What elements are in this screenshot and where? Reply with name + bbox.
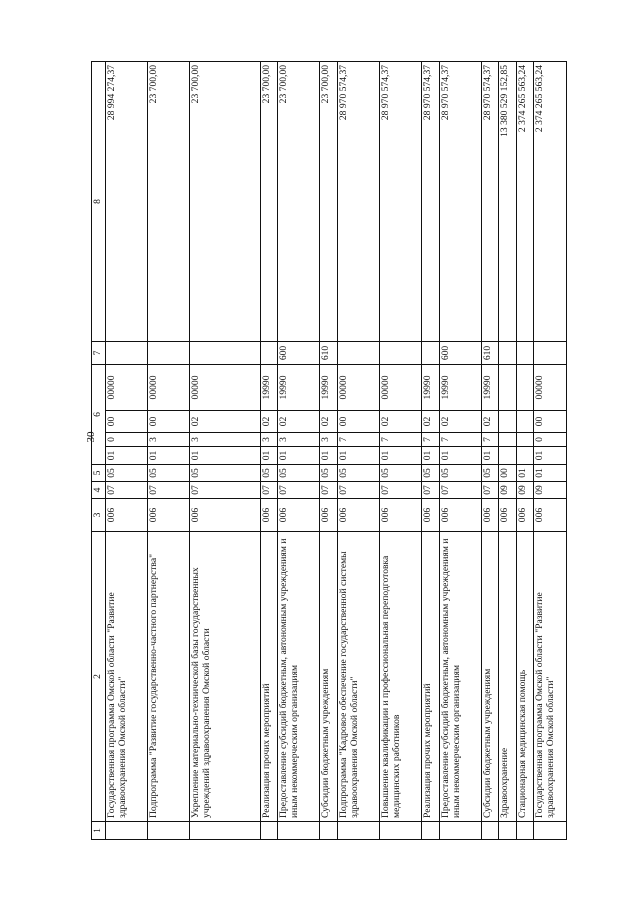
cell-c8: 23 700,00 [260, 61, 278, 341]
cell-c5: 05 [421, 465, 439, 482]
cell-p1: 01 [260, 447, 278, 465]
cell-p3: 00 [106, 411, 148, 433]
cell-c8: 28 970 574,37 [481, 61, 499, 341]
cell-p4: 00000 [106, 364, 148, 410]
cell-c3: 006 [320, 499, 338, 532]
cell-index [481, 822, 499, 840]
table-row [421, 61, 439, 839]
cell-p4: 19990 [439, 364, 481, 410]
cell-p2: 7 [337, 433, 379, 447]
cell-p1 [516, 447, 534, 465]
cell-c4: 07 [337, 482, 379, 499]
cell-p3: 00 [534, 411, 567, 433]
cell-c8: 28 970 574,37 [379, 61, 421, 341]
cell-c5: 05 [439, 465, 481, 482]
cell-c7: 610 [320, 341, 338, 364]
cell-p4: 19990 [481, 364, 499, 410]
cell-p4: 19990 [320, 364, 338, 410]
cell-p3: 02 [278, 411, 320, 433]
cell-c7 [148, 341, 190, 364]
cell-p1: 01 [278, 447, 320, 465]
table-row [439, 61, 481, 839]
cell-c5: 05 [278, 465, 320, 482]
cell-c4: 07 [190, 482, 261, 499]
cell-p2 [499, 433, 517, 447]
cell-c8: 23 700,00 [278, 61, 320, 341]
cell-c3: 006 [278, 499, 320, 532]
cell-name: Здравоохранение [499, 532, 517, 822]
cell-c7 [106, 341, 148, 364]
cell-p2: 7 [481, 433, 499, 447]
cell-c7 [516, 341, 534, 364]
cell-index [337, 822, 379, 840]
table-row [337, 61, 379, 839]
cell-index [379, 822, 421, 840]
cell-p1: 01 [481, 447, 499, 465]
cell-c8: 28 970 574,37 [439, 61, 481, 341]
cell-p2: 3 [278, 433, 320, 447]
cell-c4: 07 [481, 482, 499, 499]
cell-index [148, 822, 190, 840]
cell-c3: 006 [499, 499, 517, 532]
cell-index [439, 822, 481, 840]
cell-c4: 07 [421, 482, 439, 499]
cell-p1: 01 [190, 447, 261, 465]
cell-c4: 09 [499, 482, 517, 499]
cell-p4: 00000 [148, 364, 190, 410]
table-row [106, 61, 148, 839]
cell-c8: 2 374 265 563,24 [534, 61, 567, 341]
table-row [516, 61, 534, 839]
cell-p1: 01 [337, 447, 379, 465]
cell-c4: 07 [439, 482, 481, 499]
cell-c5: 01 [516, 465, 534, 482]
cell-p2: 3 [320, 433, 338, 447]
cell-name: Реализация прочих мероприятий [260, 532, 278, 822]
cell-p1: 01 [320, 447, 338, 465]
table-row [481, 61, 499, 839]
cell-p3: 02 [439, 411, 481, 433]
cell-name: Государственная программа Омской области "Развитие здравоохранения Омской области" [106, 532, 148, 822]
cell-index [534, 822, 567, 840]
cell-c7 [421, 341, 439, 364]
cell-p4: 00000 [379, 364, 421, 410]
table-row [499, 61, 517, 839]
header-col-2: 2 [92, 532, 106, 822]
cell-c8: 13 380 529 152,85 [499, 61, 517, 341]
cell-c3: 006 [481, 499, 499, 532]
table-row [260, 61, 278, 839]
cell-p3 [499, 411, 517, 433]
cell-p2: 7 [379, 433, 421, 447]
header-col-8: 8 [92, 61, 106, 341]
cell-c7 [260, 341, 278, 364]
cell-c5: 05 [379, 465, 421, 482]
cell-p1: 01 [439, 447, 481, 465]
cell-p2: 3 [260, 433, 278, 447]
cell-c7 [337, 341, 379, 364]
cell-name: Стационарная медицинская помощь [516, 532, 534, 822]
header-col-3: 3 [92, 499, 106, 532]
cell-index [190, 822, 261, 840]
cell-name: Повышение квалификации и профессиональная переподготовка медицинских работников [379, 532, 421, 822]
cell-p2: 3 [148, 433, 190, 447]
header-col-7: 7 [92, 341, 106, 364]
cell-c5: 05 [320, 465, 338, 482]
cell-c8: 23 700,00 [148, 61, 190, 341]
cell-index [260, 822, 278, 840]
cell-c3: 006 [421, 499, 439, 532]
cell-c5: 05 [148, 465, 190, 482]
cell-p1: 01 [148, 447, 190, 465]
cell-c3: 006 [260, 499, 278, 532]
cell-c4: 07 [278, 482, 320, 499]
cell-name: Подпрограмма "Развитие государственно-частного партнерства" [148, 532, 190, 822]
cell-c4: 07 [260, 482, 278, 499]
cell-p4: 19990 [421, 364, 439, 410]
cell-p3: 02 [320, 411, 338, 433]
cell-p3: 00 [148, 411, 190, 433]
cell-p1: 01 [106, 447, 148, 465]
cell-name: Предоставление субсидий бюджетным, автономным учреждениям и иным некоммерческим организациям [439, 532, 481, 822]
cell-c5: 05 [481, 465, 499, 482]
page-number: 30 [85, 431, 97, 443]
cell-c7: 610 [481, 341, 499, 364]
cell-c5: 05 [337, 465, 379, 482]
cell-p2: 0 [106, 433, 148, 447]
cell-c4: 07 [148, 482, 190, 499]
cell-p1: 01 [534, 447, 567, 465]
cell-p4: 00000 [337, 364, 379, 410]
table-row [148, 61, 190, 839]
cell-c8: 28 970 574,37 [337, 61, 379, 341]
cell-p3: 02 [190, 411, 261, 433]
cell-p4: 19990 [260, 364, 278, 410]
cell-c7 [534, 341, 567, 364]
header-col-6: 6 [92, 364, 106, 464]
cell-c4: 07 [106, 482, 148, 499]
cell-p3: 02 [379, 411, 421, 433]
cell-p4: 00000 [190, 364, 261, 410]
table-row [534, 61, 567, 839]
cell-p2: 7 [439, 433, 481, 447]
cell-c8: 28 970 574,37 [421, 61, 439, 341]
cell-c7 [499, 341, 517, 364]
cell-p3: 02 [260, 411, 278, 433]
table-row [320, 61, 338, 839]
table-row [278, 61, 320, 839]
cell-index [320, 822, 338, 840]
cell-index [499, 822, 517, 840]
cell-c8: 23 700,00 [320, 61, 338, 341]
cell-p1 [499, 447, 517, 465]
table-row [379, 61, 421, 839]
cell-c4: 07 [379, 482, 421, 499]
cell-name: Государственная программа Омской области "Развитие здравоохранения Омской области" [534, 532, 567, 822]
cell-c8: 23 700,00 [190, 61, 261, 341]
table-body [106, 61, 567, 839]
cell-c3: 006 [106, 499, 148, 532]
cell-p3: 02 [481, 411, 499, 433]
cell-p4: 19990 [278, 364, 320, 410]
cell-name: Подпрограмма "Кадровое обеспечение государственной системы здравоохранения Омской области" [337, 532, 379, 822]
cell-p1: 01 [379, 447, 421, 465]
cell-c4: 09 [516, 482, 534, 499]
cell-c5: 05 [190, 465, 261, 482]
header-col-4: 4 [92, 482, 106, 499]
cell-c3: 006 [516, 499, 534, 532]
cell-p2: 7 [421, 433, 439, 447]
cell-c5: 00 [499, 465, 517, 482]
cell-c3: 006 [534, 499, 567, 532]
cell-index [106, 822, 148, 840]
cell-c5: 01 [534, 465, 567, 482]
cell-c3: 006 [337, 499, 379, 532]
cell-name: Предоставление субсидий бюджетным, автономным учреждениям и иным некоммерческим организациям [278, 532, 320, 822]
cell-name: Субсидии бюджетным учреждениям [481, 532, 499, 822]
cell-p1: 01 [421, 447, 439, 465]
cell-c7 [379, 341, 421, 364]
cell-p3: 00 [337, 411, 379, 433]
cell-p2: 0 [534, 433, 567, 447]
cell-index [516, 822, 534, 840]
cell-index [278, 822, 320, 840]
cell-index [421, 822, 439, 840]
cell-c5: 05 [106, 465, 148, 482]
cell-c8: 2 374 265 563,24 [516, 61, 534, 341]
cell-c4: 07 [320, 482, 338, 499]
table-row [190, 61, 261, 839]
table-header-row [92, 61, 106, 839]
cell-name: Укрепление материально-технической базы государственных учреждений здравоохранения Омской области [190, 532, 261, 822]
cell-p4 [516, 364, 534, 410]
cell-name: Реализация прочих мероприятий [421, 532, 439, 822]
cell-c3: 006 [190, 499, 261, 532]
cell-c5: 05 [260, 465, 278, 482]
cell-p4: 00000 [534, 364, 567, 410]
cell-name: Субсидии бюджетным учреждениям [320, 532, 338, 822]
header-col-5: 5 [92, 465, 106, 482]
cell-c4: 09 [534, 482, 567, 499]
budget-table [91, 61, 567, 840]
cell-c3: 006 [439, 499, 481, 532]
cell-c7: 600 [278, 341, 320, 364]
cell-p2: 3 [190, 433, 261, 447]
budget-table-container [91, 62, 567, 840]
cell-c3: 006 [148, 499, 190, 532]
cell-p3: 02 [421, 411, 439, 433]
cell-c7: 600 [439, 341, 481, 364]
cell-p3 [516, 411, 534, 433]
cell-c7 [190, 341, 261, 364]
cell-c8: 28 994 274,37 [106, 61, 148, 341]
header-col-1: 1 [92, 822, 106, 840]
cell-p4 [499, 364, 517, 410]
cell-p2 [516, 433, 534, 447]
cell-c3: 006 [379, 499, 421, 532]
